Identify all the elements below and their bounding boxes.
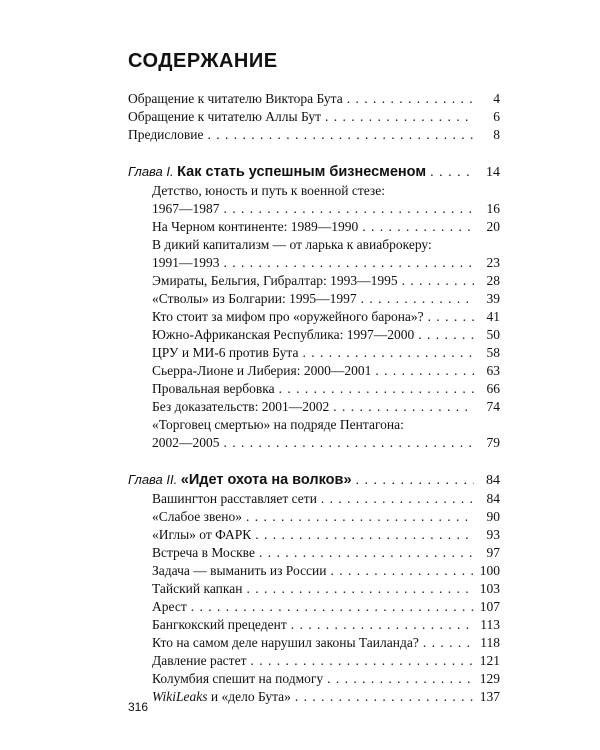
dot-leader xyxy=(191,598,474,616)
toc-entry-page: 41 xyxy=(486,309,500,324)
dot-leader xyxy=(224,434,475,452)
toc-entry-label: 2002—2005 xyxy=(152,435,220,450)
chapter-heading[interactable] xyxy=(128,164,500,182)
dot-leader xyxy=(402,272,474,290)
toc-entry[interactable] xyxy=(128,634,500,652)
toc-entry-label: Обращение к читателю Аллы Бут xyxy=(128,109,322,124)
toc-entry[interactable] xyxy=(128,200,500,218)
toc-entry-page: 90 xyxy=(486,509,500,524)
toc-entry-page: 6 xyxy=(493,109,500,124)
toc-entry[interactable] xyxy=(128,326,500,344)
toc-entry-label: ЦРУ и МИ-6 против Бута xyxy=(152,345,299,360)
toc-entry[interactable] xyxy=(128,434,500,452)
dot-leader xyxy=(224,200,475,218)
dot-leader xyxy=(246,580,474,598)
toc-entry[interactable] xyxy=(128,182,500,200)
toc-entry[interactable] xyxy=(128,308,500,326)
toc-entry[interactable] xyxy=(128,508,500,526)
toc-entry-label: «Иглы» от ФАРК xyxy=(152,527,252,542)
toc-entry[interactable] xyxy=(128,562,500,580)
toc-entry[interactable] xyxy=(128,526,500,544)
toc-entry-page: 28 xyxy=(486,273,500,288)
toc-entry[interactable] xyxy=(128,544,500,562)
toc-entry-label: Провальная вербовка xyxy=(152,381,275,396)
dot-leader xyxy=(295,688,474,706)
toc-entry-page: 79 xyxy=(486,435,500,450)
dot-leader xyxy=(224,254,475,272)
section-gap xyxy=(128,452,500,472)
toc-entry[interactable] xyxy=(128,490,500,508)
toc-entry-page: 100 xyxy=(479,563,500,578)
section-gap xyxy=(128,144,500,164)
toc-entry[interactable] xyxy=(128,344,500,362)
toc-entry-page: 93 xyxy=(486,527,500,542)
toc-entry-page: 39 xyxy=(486,291,500,306)
toc-entry-label: Тайский капкан xyxy=(152,581,243,596)
dot-leader xyxy=(362,218,474,236)
toc-entry-label: Эмираты, Бельгия, Гибралтар: 1993—1995 xyxy=(152,273,398,288)
toc-entry[interactable] xyxy=(128,616,500,634)
toc-entry-page: 4 xyxy=(493,91,500,106)
toc-entry-page: 137 xyxy=(479,689,500,704)
toc-entry[interactable] xyxy=(128,688,500,706)
chapter-title: Как стать успешным бизнесменом xyxy=(177,164,427,180)
dot-leader xyxy=(423,634,474,652)
dot-leader xyxy=(356,472,474,490)
toc-entry-label: Детство, юность и путь к военной стезе: xyxy=(152,183,385,198)
toc-entry-page: 50 xyxy=(486,327,500,342)
toc-entry-label-rest: и «дело Бута» xyxy=(207,689,291,704)
dot-leader xyxy=(250,652,474,670)
dot-leader xyxy=(255,526,474,544)
toc-entry-label-italic: WikiLeaks xyxy=(152,689,208,704)
toc-entry[interactable] xyxy=(128,90,500,108)
toc-entry-page: 63 xyxy=(486,363,500,378)
toc-entry-label: Кто стоит за мифом про «оружейного барона»? xyxy=(152,309,424,324)
dot-leader xyxy=(375,362,474,380)
dot-leader xyxy=(302,344,474,362)
toc-entry-label: Задача — выманить из России xyxy=(152,563,327,578)
toc-entry-label: Бангкокский прецедент xyxy=(152,617,287,632)
chapter-number: Глава I. xyxy=(128,164,174,179)
chapter-heading[interactable] xyxy=(128,472,500,490)
chapter-page: 14 xyxy=(486,165,500,180)
toc-entry[interactable] xyxy=(128,254,500,272)
dot-leader xyxy=(327,670,474,688)
dot-leader xyxy=(259,544,474,562)
dot-leader xyxy=(430,164,474,182)
toc-entry-label: Без доказательств: 2001—2002 xyxy=(152,399,330,414)
toc-entry-label: Кто на самом деле нарушил законы Таиланда? xyxy=(152,635,419,650)
chapter-heading-label xyxy=(128,163,426,182)
dot-leader xyxy=(321,490,474,508)
toc-title: СОДЕРЖАНИЕ xyxy=(128,50,278,72)
toc-entry-label: 1991—1993 xyxy=(152,255,220,270)
toc-entry-label xyxy=(152,688,291,706)
toc-entry[interactable] xyxy=(128,416,500,434)
toc-entry-page: 103 xyxy=(479,581,500,596)
toc-entry-label: На Черном континенте: 1989—1990 xyxy=(152,219,359,234)
toc-entry-page: 129 xyxy=(479,671,500,686)
toc-entry-page: 8 xyxy=(493,127,500,142)
page-number: 316 xyxy=(128,700,149,714)
dot-leader xyxy=(291,616,474,634)
toc-entry-page: 58 xyxy=(486,345,500,360)
toc-entry-label: В дикий капитализм — от ларька к авиаброкеру: xyxy=(152,237,432,252)
toc-entry-page: 66 xyxy=(486,381,500,396)
toc-entry-page: 16 xyxy=(486,201,500,216)
toc-entry[interactable] xyxy=(128,236,500,254)
toc-entry[interactable] xyxy=(128,126,500,144)
toc-entry-label: Предисловие xyxy=(128,127,204,142)
dot-leader xyxy=(347,90,474,108)
toc-entry-label: Сьерра-Лионе и Либерия: 2000—2001 xyxy=(152,363,372,378)
dot-leader xyxy=(246,508,474,526)
toc-entry-page: 84 xyxy=(486,491,500,506)
toc-entry[interactable] xyxy=(128,670,500,688)
dot-leader xyxy=(279,380,474,398)
chapter-number: Глава II. xyxy=(128,472,178,487)
dot-leader xyxy=(333,398,474,416)
toc-entry[interactable] xyxy=(128,290,500,308)
table-of-contents xyxy=(128,90,500,706)
toc-entry[interactable] xyxy=(128,380,500,398)
dot-leader xyxy=(361,290,474,308)
toc-entry-label: Колумбия спешит на подмогу xyxy=(152,671,324,686)
toc-entry-page: 113 xyxy=(480,617,500,632)
toc-entry[interactable] xyxy=(128,652,500,670)
toc-entry-label: «Торговец смертью» на подряде Пентагона: xyxy=(152,417,404,432)
toc-entry-page: 97 xyxy=(486,545,500,560)
toc-entry-page: 23 xyxy=(486,255,500,270)
dot-leader xyxy=(428,308,474,326)
toc-entry[interactable] xyxy=(128,598,500,616)
toc-entry-page: 121 xyxy=(479,653,500,668)
toc-entry-page: 107 xyxy=(479,599,500,614)
toc-entry[interactable] xyxy=(128,272,500,290)
toc-entry-page: 118 xyxy=(480,635,500,650)
toc-entry[interactable] xyxy=(128,398,500,416)
chapter-title: «Идет охота на волков» xyxy=(180,472,352,488)
dot-leader xyxy=(207,126,474,144)
toc-entry-page: 20 xyxy=(486,219,500,234)
dot-leader xyxy=(325,108,474,126)
toc-entry[interactable] xyxy=(128,108,500,126)
chapter-heading-label xyxy=(128,471,352,490)
toc-entry[interactable] xyxy=(128,580,500,598)
dot-leader xyxy=(418,326,474,344)
toc-entry-label: Вашингтон расставляет сети xyxy=(152,491,317,506)
toc-entry-label: Арест xyxy=(152,599,187,614)
toc-entry-label: 1967—1987 xyxy=(152,201,220,216)
toc-entry-label: «Слабое звено» xyxy=(152,509,242,524)
dot-leader xyxy=(331,562,475,580)
toc-entry-label: Встреча в Москве xyxy=(152,545,255,560)
toc-entry-label: Южно-Африканская Республика: 1997—2000 xyxy=(152,327,415,342)
toc-entry-page: 74 xyxy=(486,399,500,414)
toc-entry-label: «Стволы» из Болгарии: 1995—1997 xyxy=(152,291,357,306)
toc-entry-label: Обращение к читателю Виктора Бута xyxy=(128,91,343,106)
toc-entry[interactable] xyxy=(128,362,500,380)
toc-entry[interactable] xyxy=(128,218,500,236)
toc-entry-label: Давление растет xyxy=(152,653,247,668)
chapter-page: 84 xyxy=(486,473,500,488)
